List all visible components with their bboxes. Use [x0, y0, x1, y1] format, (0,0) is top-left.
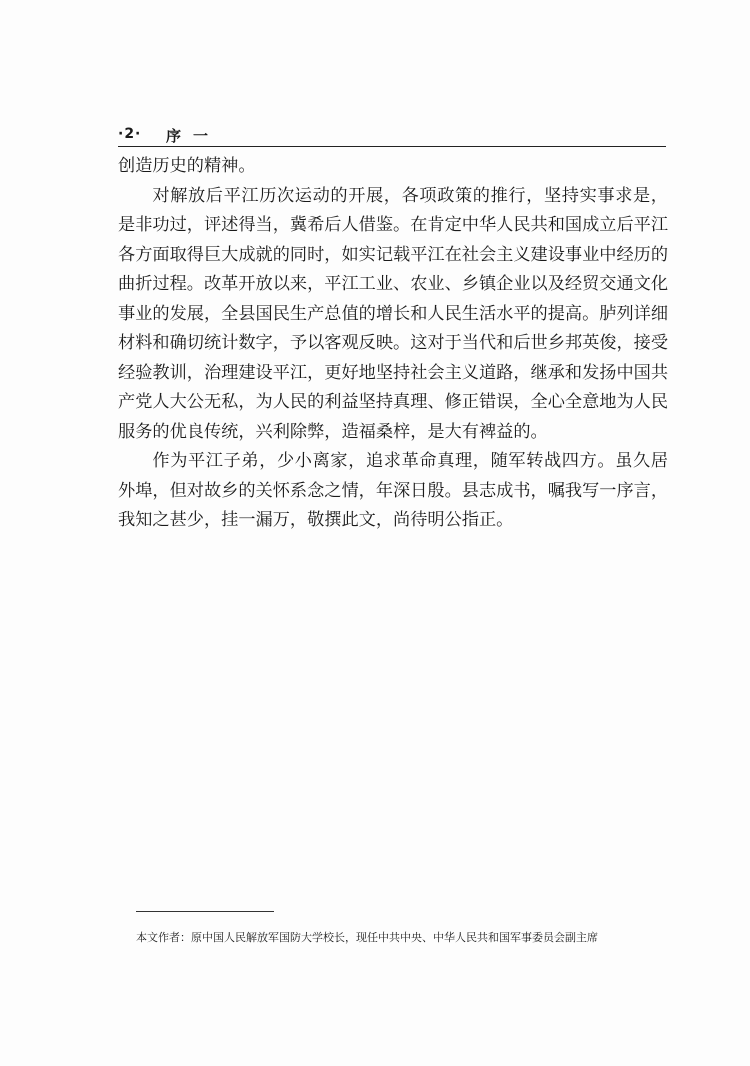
- page-header: [118, 124, 666, 147]
- paragraph: 对解放后平江历次运动的开展，各项政策的推行，坚持实事求是，是非功过，评述得当，冀希后人借鉴。在肯定中华人民共和国成立后平江各方面取得巨大成就的同时，如实记载平江在社会主义建设事业中经历的曲折过程。改革开放以来，平江工业、农业、乡镇企业以及经贸交通文化事业的发展，全县国民生产总值的增长和人民生活水平的提高。胪列详细材料和确切统计数字，予以客观反映。这对于当代和后世乡邦英俊，接受经验教训，治理建设平江，更好地坚持社会主义道路，继承和发扬中国共产党人大公无私，为人民的利益坚持真理、修正错误，全心全意地为人民服务的优良传统，兴利除弊，造福桑梓，是大有裨益的。: [118, 185, 669, 442]
- footnote-divider: [136, 911, 274, 912]
- footnote: 本文作者：原中国人民解放军国防大学校长，现任中共中央、中华人民共和国军事委员会副主席: [136, 931, 598, 944]
- paragraph-continuation: 创造历史的精神。: [118, 156, 256, 176]
- section-title: 序一: [166, 127, 221, 145]
- paragraph: 作为平江子弟，少小离家，追求革命真理，随军转战四方。虽久居外埠，但对故乡的关怀系念之情，年深日殷。县志成书，嘱我写一序言，我知之甚少，挂一漏万，敬撰此文，尚待明公指正。: [118, 451, 669, 530]
- page-number: ·2·: [118, 126, 142, 142]
- body-text: [118, 152, 668, 536]
